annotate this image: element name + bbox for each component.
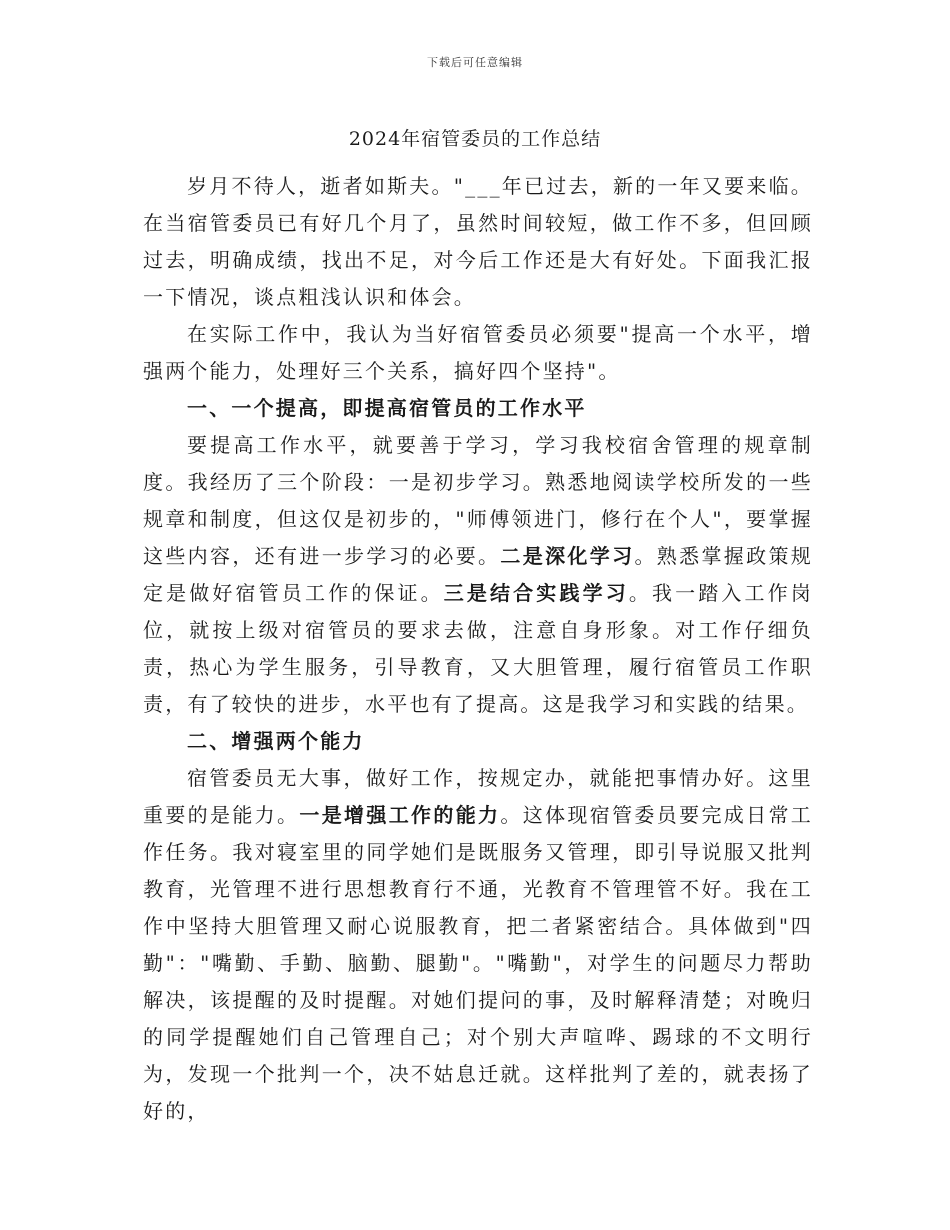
- bold-phrase: 一是增强工作的能力: [299, 803, 501, 827]
- page-header-note: 下载后可任意编辑: [427, 56, 523, 69]
- body-paragraph: [143, 316, 813, 390]
- document-title: 2024年宿管委员的工作总结: [348, 128, 602, 150]
- bold-phrase: 二是深化学习: [500, 544, 635, 568]
- text-run: 在实际工作中，我认为当好宿管委员必须要"提高一个水平，增强两个能力，处理好三个关系，搞好四个坚持"。: [143, 322, 813, 383]
- text-run: 要提高工作水平，就要善于学习，学习我校宿舍管理的规章制度。我经历了三个阶段：一是初步学习。熟悉地阅读学校所发的一些规章和制度，但这仅是初步的，"师傅领进门，修行在个人"，要掌握这些内容，还有进一步学习的必要。: [143, 433, 813, 568]
- text-run: 。我一踏入工作岗位，就按上级对宿管员的要求去做，注意自身形象。对工作仔细负责，热心为学生服务，引导教育，又大胆管理，履行宿管员工作职责，有了较快的进步，水平也有了提高。这是我学习和实践的结果。: [143, 581, 813, 716]
- text-run: 二、增强两个能力: [187, 729, 365, 753]
- section-heading: [143, 390, 813, 427]
- body-paragraph: [143, 168, 813, 316]
- section-heading: [143, 723, 813, 760]
- document-body: [143, 168, 813, 1130]
- body-paragraph: [143, 760, 813, 1130]
- bold-phrase: 三是结合实践学习: [443, 581, 629, 605]
- text-run: 。熟悉掌握政策规定是做好宿管员工作的保证。: [143, 544, 813, 605]
- text-run: 一、一个提高，即提高宿管员的工作水平: [187, 396, 587, 420]
- text-run: 宿管委员无大事，做好工作，按规定办，就能把事情办好。这里重要的是能力。: [143, 766, 813, 827]
- text-run: 岁月不待人，逝者如斯夫。"___年已过去，新的一年又要来临。在当宿管委员已有好几个月了，虽然时间较短，做工作不多，但回顾过去，明确成绩，找出不足，对今后工作还是大有好处。下面我汇报一下情况，谈点粗浅认识和体会。: [143, 174, 813, 309]
- text-run: 。这体现宿管委员要完成日常工作任务。我对寝室里的同学她们是既服务又管理，即引导说服又批判教育，光管理不进行思想教育行不通，光教育不管理管不好。我在工作中坚持大胆管理又耐心说服教育，把二者紧密结合。具体做到"四勤"："嘴勤、手勤、脑勤、腿勤"。"嘴勤"，对学生的问题尽力帮助解决，该提醒的及时提醒。对她们提问的事，及时解释清楚；对晚归的同学提醒她们自己管理自己；对个别大声喧哗、踢球的不文明行为，发现一个批判一个，决不姑息迁就。这样批判了差的，就表扬了好的，: [143, 803, 813, 1123]
- body-paragraph: [143, 427, 813, 723]
